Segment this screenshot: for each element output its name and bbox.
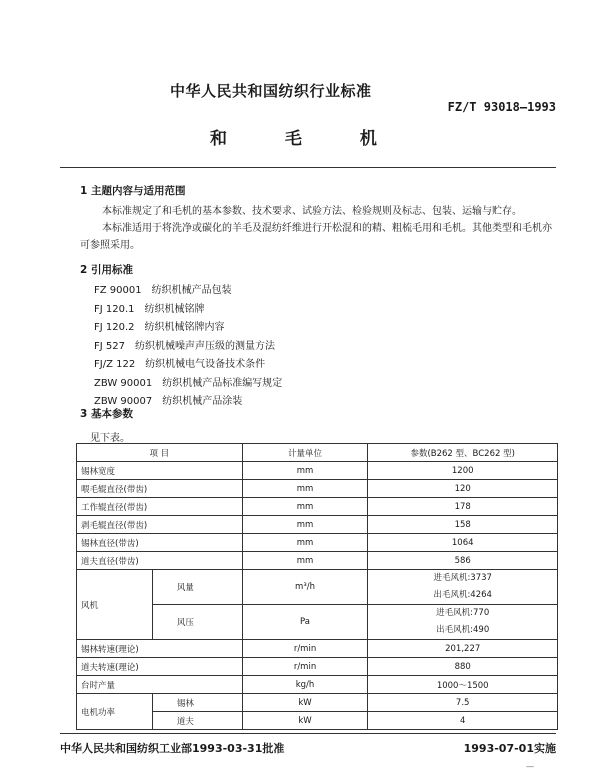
reference-name: 纺织机械噪声声压级的测量方法: [134, 340, 275, 352]
reference-item: [94, 319, 282, 338]
row-value: 1000～1500: [368, 676, 558, 694]
reference-item: [94, 282, 282, 301]
fan-volume-inlet: 进毛风机:3737: [433, 573, 492, 583]
reference-item: [94, 356, 282, 375]
fan-pressure-inlet: 进毛风机:770: [436, 608, 490, 618]
reference-code: ZBW 90007: [94, 396, 153, 407]
standard-organization: 中华人民共和国纺织行业标准: [170, 82, 372, 100]
fan-group-label: 风机: [77, 570, 153, 640]
row-value: 1064: [368, 534, 558, 552]
reference-name: 纺织机械产品涂装: [162, 396, 243, 407]
row-value: 4: [368, 712, 558, 730]
table-row: [77, 552, 558, 570]
row-unit: kg/h: [242, 676, 368, 694]
row-value: 201,227: [368, 640, 558, 658]
row-item: 风量: [152, 570, 242, 605]
fan-volume-outlet: 出毛风机:4264: [433, 590, 492, 600]
reference-code: FJ 120.1: [94, 303, 135, 315]
row-item: 风压: [152, 605, 242, 640]
section-1-paragraph-1: 本标准规定了和毛机的基本参数、技术要求、试验方法、检验规则及标志、包装、运输与贮存。: [102, 206, 522, 217]
table-row: [77, 534, 558, 552]
row-unit: mm: [242, 498, 368, 516]
implementation-date: 1993-07-01实施: [463, 742, 556, 755]
row-value: [368, 570, 558, 605]
row-unit: mm: [242, 480, 368, 498]
parameter-table: [76, 443, 558, 730]
standard-code: FZ/T 93018—1993: [447, 100, 556, 114]
section-1-body: [80, 203, 556, 254]
row-item: 锡林直径(带齿): [77, 534, 243, 552]
row-unit: r/min: [242, 658, 368, 676]
row-value: 880: [368, 658, 558, 676]
row-item: 道夫转速(理论): [77, 658, 243, 676]
reference-name: 纺织机械电气设备技术条件: [145, 359, 266, 370]
row-value: 158: [368, 516, 558, 534]
section-1-heading: 1 主题内容与适用范围: [80, 185, 186, 197]
table-row: [77, 516, 558, 534]
reference-code: FJ 120.2: [94, 322, 135, 333]
table-row-power-cylinder: [77, 694, 558, 712]
row-unit: mm: [242, 534, 368, 552]
page-mark: —: [526, 762, 534, 771]
row-value: 178: [368, 498, 558, 516]
reference-code: FJ 527: [94, 340, 125, 352]
approval-line: 中华人民共和国纺织工业部1993-03-31批准: [60, 742, 285, 755]
row-value: 120: [368, 480, 558, 498]
table-row-fan-volume: [77, 570, 558, 605]
row-item: 道夫直径(带齿): [77, 552, 243, 570]
row-item: 工作辊直径(带齿): [77, 498, 243, 516]
power-group-label: 电机功率: [77, 694, 153, 730]
row-item: 道夫: [152, 712, 242, 730]
reference-code: FZ 90001: [94, 285, 142, 296]
reference-name: 纺织机械产品标准编写规定: [162, 377, 283, 389]
reference-code: ZBW 90001: [94, 377, 153, 389]
table-row: [77, 498, 558, 516]
section-2-heading: 2 引用标准: [80, 264, 133, 276]
header-item: 项 目: [77, 444, 243, 462]
row-item: 锡林转速(理论): [77, 640, 243, 658]
section-1-paragraph-2: 本标准适用于将洗净或碳化的羊毛及混纺纤维进行开松混和的精、粗梳毛用和毛机。其他类型和毛机亦可参照采用。: [80, 223, 552, 251]
row-unit: mm: [242, 516, 368, 534]
row-unit: kW: [242, 694, 368, 712]
footer-rule: [60, 733, 556, 734]
table-row: [77, 658, 558, 676]
row-value: 1200: [368, 462, 558, 480]
row-unit: kW: [242, 712, 368, 730]
row-value: 7.5: [368, 694, 558, 712]
row-unit: mm: [242, 552, 368, 570]
row-item: 台时产量: [77, 676, 243, 694]
row-item: 锡林: [152, 694, 242, 712]
table-header-row: [77, 444, 558, 462]
header-parameter: 参数(B262 型、BC262 型): [368, 444, 558, 462]
table-row: [77, 462, 558, 480]
document-title: 和 毛 机: [210, 129, 403, 149]
row-unit: mm: [242, 462, 368, 480]
table-row: [77, 640, 558, 658]
row-unit: Pa: [242, 605, 368, 640]
reference-list: [94, 282, 282, 412]
reference-name: 纺织机械产品包装: [151, 285, 232, 296]
row-item: 喂毛辊直径(带齿): [77, 480, 243, 498]
header-rule: [60, 167, 556, 168]
reference-item: [94, 301, 282, 320]
section-3-heading: 3 基本参数: [80, 408, 133, 420]
row-value: 586: [368, 552, 558, 570]
reference-item: [94, 375, 282, 394]
row-item: 锡林宽度: [77, 462, 243, 480]
table-row: [77, 480, 558, 498]
row-unit: m³/h: [242, 570, 368, 605]
reference-code: FJ/Z 122: [94, 359, 136, 370]
row-value: [368, 605, 558, 640]
row-item: 剥毛辊直径(带齿): [77, 516, 243, 534]
row-unit: r/min: [242, 640, 368, 658]
table-row: [77, 676, 558, 694]
reference-item: [94, 338, 282, 357]
reference-name: 纺织机械铭牌内容: [144, 322, 225, 333]
section-3-intro: 见下表。: [90, 433, 130, 444]
reference-name: 纺织机械铭牌: [144, 303, 205, 315]
header-unit: 计量单位: [242, 444, 368, 462]
fan-pressure-outlet: 出毛风机:490: [436, 625, 490, 635]
